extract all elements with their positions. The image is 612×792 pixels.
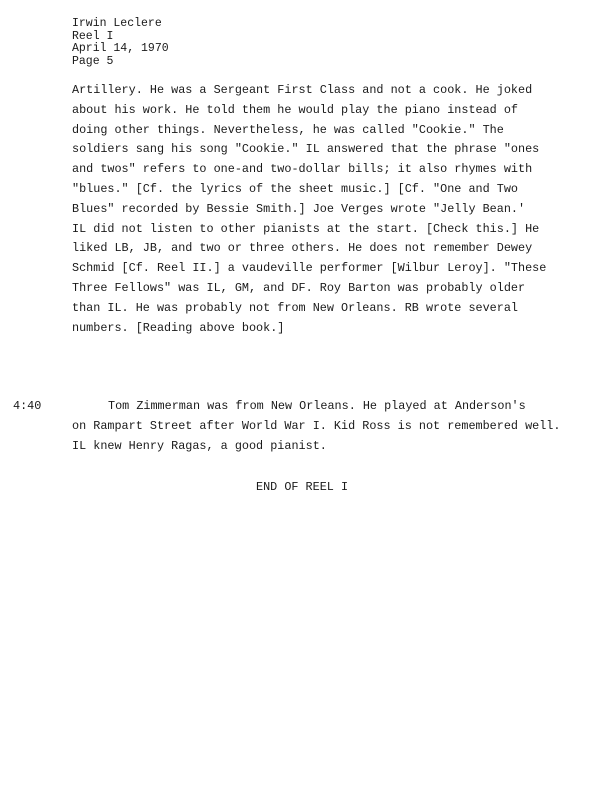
text-line: soldiers sang his song "Cookie." IL answered that the phrase "ones — [72, 142, 540, 157]
text-line: liked LB, JB, and two or three others. He does not remember Dewey — [72, 241, 533, 256]
text-line: Schmid [Cf. Reel II.] a vaudeville performer [Wilbur Leroy]. "These — [72, 261, 547, 276]
text-line: Blues" recorded by Bessie Smith.] Joe Verges wrote "Jelly Bean.' — [72, 201, 526, 216]
end-of-reel-marker: END OF REEL I — [256, 480, 349, 494]
text-line: Three Fellows" was IL, GM, and DF. Roy Barton was probably older — [72, 280, 526, 295]
page-number: Page 5 — [72, 54, 114, 68]
text-line: than IL. He was probably not from New Orleans. RB wrote several — [72, 300, 518, 315]
paragraph-1 — [72, 81, 592, 338]
text-line: on Rampart Street after World War I. Kid Ross is not remembered well. — [72, 418, 561, 433]
text-line: "blues." [Cf. the lyrics of the sheet music.] [Cf. "One and Two — [72, 181, 518, 196]
page-header — [72, 18, 169, 68]
text-line: numbers. [Reading above book.] — [72, 320, 285, 335]
text-line: and twos" refers to one-and two-dollar bills; it also rhymes with — [72, 162, 533, 177]
paragraph-2 — [72, 397, 592, 456]
text-line: about his work. He told them he would play the piano instead of — [72, 102, 518, 117]
reel-label: Reel I — [72, 29, 114, 43]
text-line: IL did not listen to other pianists at the start. [Check this.] He — [72, 221, 540, 236]
text-line: Tom Zimmerman was from New Orleans. He played at Anderson's — [108, 399, 526, 413]
text-line: Artillery. He was a Sergeant First Class and not a cook. He joked — [72, 83, 533, 97]
interviewee-name: Irwin Leclere — [72, 17, 162, 30]
tape-timestamp: 4:40 — [13, 399, 42, 413]
text-line: IL knew Henry Ragas, a good pianist. — [72, 438, 327, 453]
text-line: doing other things. Nevertheless, he was called "Cookie." The — [72, 122, 504, 137]
interview-date: April 14, 1970 — [72, 42, 169, 55]
